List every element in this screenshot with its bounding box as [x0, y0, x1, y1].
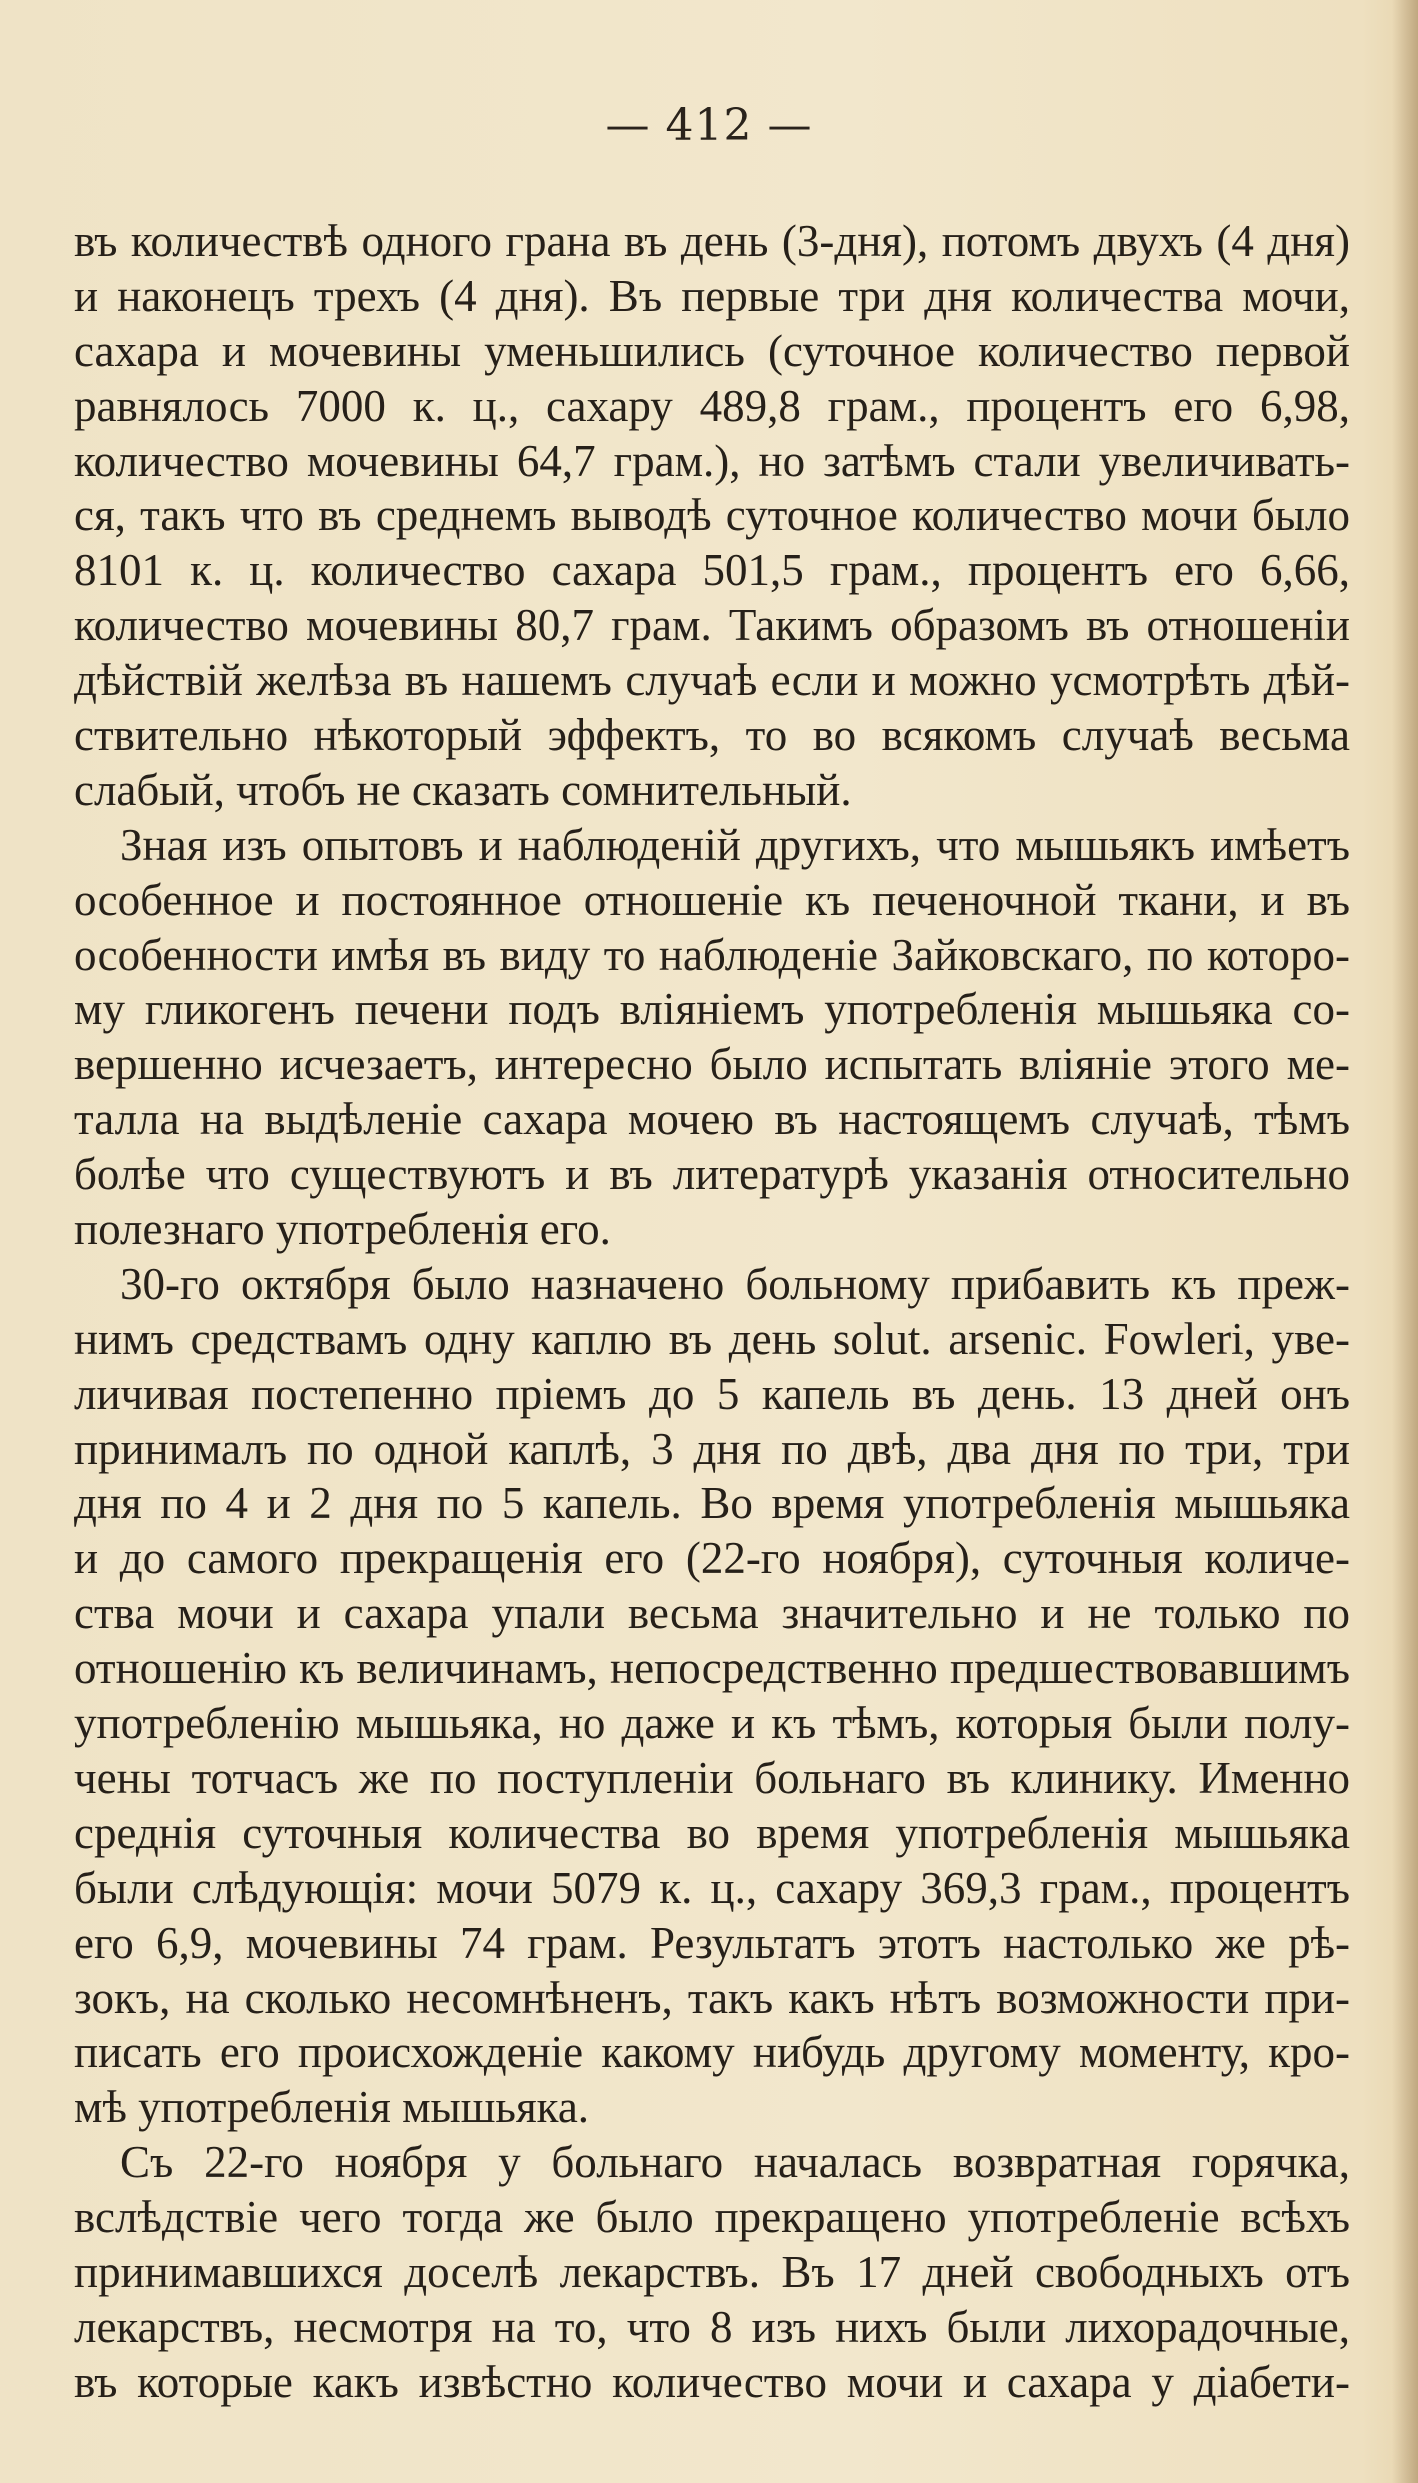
text-line: зокъ, на сколько несомнѣненъ, такъ какъ нѣтъ возможности при-: [74, 1972, 1350, 2023]
text-line: принимавшихся доселѣ лекарствъ. Въ 17 дней свободныхъ отъ: [74, 2246, 1350, 2297]
text-line: писать его происхожденіе какому нибудь другому моменту, кро-: [74, 2027, 1350, 2078]
text-line: талла на выдѣленіе сахара мочею въ настоящемъ случаѣ, тѣмъ: [74, 1094, 1350, 1145]
text-line: въ количествѣ одного грана въ день (3-дня), потомъ двухъ (4 дня): [74, 216, 1350, 266]
text-line: и до самого прекращенія его (22-го ноября), суточныя количе-: [74, 1533, 1350, 1584]
text-line: личивая постепенно пріемъ до 5 капель въ день. 13 дней онъ: [74, 1368, 1350, 1419]
text-line: употребленію мышьяка, но даже и къ тѣмъ, которыя были полу-: [74, 1698, 1350, 1749]
text-line: нимъ средствамъ одну каплю въ день solut. arsenic. Fowleri, уве-: [74, 1313, 1350, 1364]
text-line: Зная изъ опытовъ и наблюденій другихъ, что мышьякъ имѣетъ: [120, 819, 1350, 870]
text-line: чены тотчасъ же по поступленіи больнаго въ клинику. Именно: [74, 1752, 1350, 1803]
text-line: количество мочевины 80,7 грам. Такимъ образомъ въ отношеніи: [74, 600, 1350, 651]
body-text: [74, 214, 1350, 2410]
text-line: мѣ употребленія мышьяка.: [74, 2082, 590, 2133]
text-line: равнялось 7000 к. ц., сахару 489,8 грам., процентъ его 6,98,: [74, 380, 1350, 431]
page-binding-shadow: [1392, 0, 1418, 2483]
text-line: болѣе что существуютъ и въ литературѣ указанія относительно: [74, 1149, 1350, 1200]
text-line: количество мочевины 64,7 грам.), но затѣмъ стали увеличивать-: [74, 435, 1350, 486]
text-line: слабый, чтобъ не сказать сомнительный.: [74, 764, 852, 815]
text-line: вслѣдствіе чего тогда же было прекращено употребленіе всѣхъ: [74, 2192, 1350, 2243]
text-line: вершенно исчезаетъ, интересно было испытать вліяніе этого ме-: [74, 1039, 1350, 1090]
text-line: въ которые какъ извѣстно количество мочи и сахара у діабети-: [74, 2356, 1350, 2407]
text-line: полезнаго употребленія его.: [74, 1204, 611, 1255]
text-line: дѣйствій желѣза въ нашемъ случаѣ если и можно усмотрѣть дѣй-: [74, 655, 1350, 706]
text-line: особенное и постоянное отношеніе къ печеночной ткани, и въ: [74, 874, 1350, 925]
text-line: отношенію къ величинамъ, непосредственно предшествовавшимъ: [74, 1643, 1350, 1694]
text-line: особенности имѣя въ виду то наблюденіе Зайковскаго, по которо-: [74, 929, 1350, 980]
text-line: дня по 4 и 2 дня по 5 капель. Во время употребленія мышьяка: [74, 1478, 1350, 1529]
text-line: лекарствъ, несмотря на то, что 8 изъ нихъ были лихорадочные,: [74, 2301, 1350, 2352]
text-line: ствительно нѣкоторый эффектъ, то во всякомъ случаѣ весьма: [74, 710, 1350, 761]
text-line: были слѣдующія: мочи 5079 к. ц., сахару 369,3 грам., процентъ: [74, 1862, 1350, 1913]
text-line: и наконецъ трехъ (4 дня). Въ первые три дня количества мочи,: [74, 270, 1350, 321]
text-line: 30-го октября было назначено больному прибавить къ преж-: [120, 1258, 1350, 1309]
text-line: му гликогенъ печени подъ вліяніемъ употребленія мышьяка со-: [74, 984, 1350, 1035]
text-line: его 6,9, мочевины 74 грам. Результатъ этотъ настолько же рѣ-: [74, 1917, 1350, 1968]
text-line: 8101 к. ц. количество сахара 501,5 грам., процентъ его 6,66,: [74, 545, 1350, 596]
text-line: среднія суточныя количества во время употребленія мышьяка: [74, 1807, 1350, 1858]
text-line: Съ 22-го ноября у больнаго началась возвратная горячка,: [120, 2137, 1350, 2188]
text-line: ства мочи и сахара упали весьма значительно и не только по: [74, 1588, 1350, 1639]
text-line: принималъ по одной каплѣ, 3 дня по двѣ, два дня по три, три: [74, 1423, 1350, 1474]
text-line: ся, такъ что въ среднемъ выводѣ суточное количество мочи было: [74, 490, 1350, 541]
page-number: — 412 —: [605, 100, 813, 151]
text-line: сахара и мочевины уменьшились (суточное количество первой: [74, 325, 1350, 376]
